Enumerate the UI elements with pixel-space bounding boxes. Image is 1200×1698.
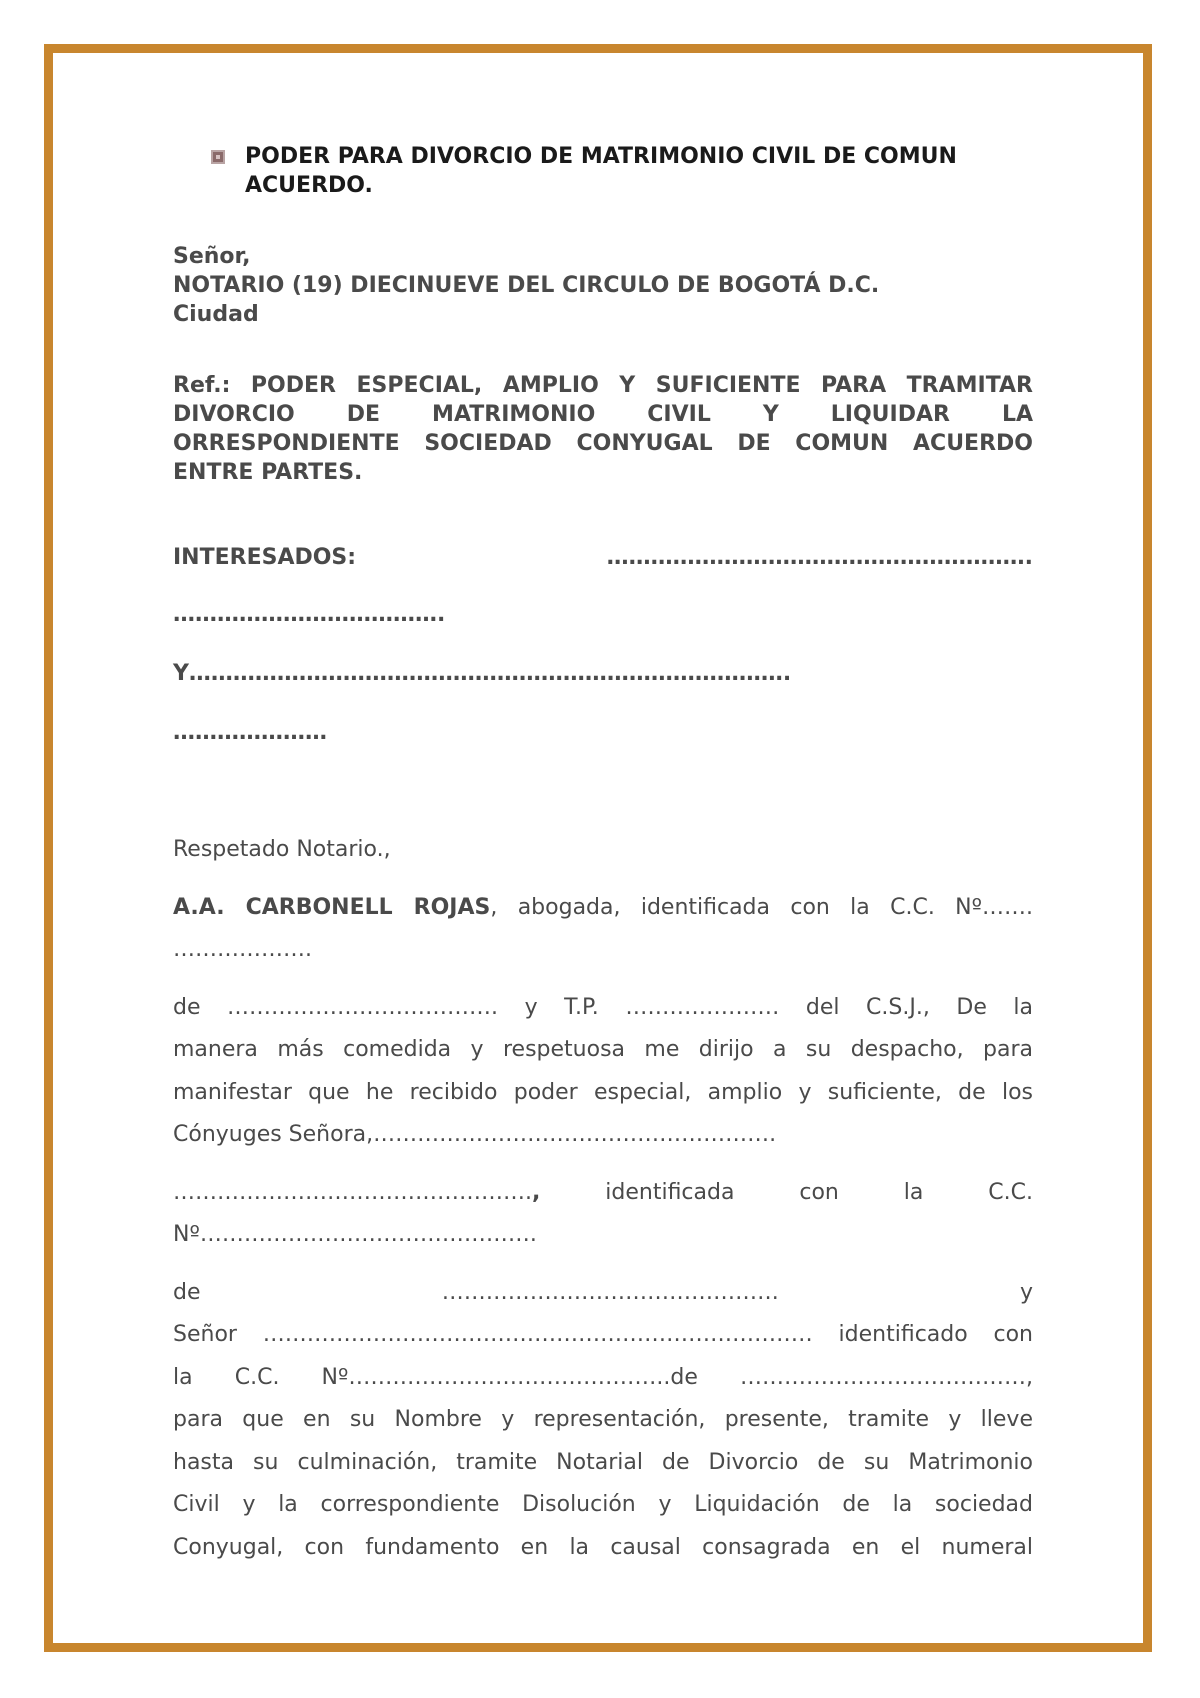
husband-line: Señor ………………………………………………………………… identificado con [173,1322,1033,1347]
husband-line: la C.C. Nº……………………………………..de …………………………………, [173,1364,1033,1390]
title-row [211,142,1033,200]
reference-block [173,371,1033,487]
attorney-id-text: , abogada, identificada con la C.C. Nº……. [490,894,1033,920]
husband-line: de ………………………………………. y [173,1279,1033,1305]
paragraph-mandate [173,987,1033,1157]
reference-line: ENTRE PARTES. [173,460,363,485]
mandate-line: Cónyuges Señora,………………………………………………. [173,1122,777,1147]
interesados-blank: …………………………………………………. [606,545,1033,570]
square-bullet-icon [211,150,225,164]
interesados-row [173,545,1033,570]
attorney-name: A.A. CARBONELL ROJAS [173,894,491,920]
interesados-blank-3: Y………………………………………………………………………. [173,661,792,686]
mandate-line: manera más comedida y respetuosa me dirijo a su despacho, para [173,1037,1033,1062]
document-title: PODER PARA DIVORCIO DE MATRIMONIO CIVIL DE COMUN ACUERDO. [245,144,957,198]
addressee-block [173,242,1033,329]
reference-line: Ref.: PODER ESPECIAL, AMPLIO Y SUFICIENTE PARA TRAMITAR [173,373,1033,398]
husband-line: para que en su Nombre y representación, presente, tramite y lleve [173,1407,1033,1432]
husband-line: Conyugal, con fundamento en la causal consagrada en el numeral [173,1534,1033,1560]
spouse-wife-comma: , [532,1179,541,1205]
addressee-salutation: Señor, [173,244,251,269]
document-body [173,142,1033,1569]
mandate-line: de ………………………………. y T.P. ………………… del C.S.J., De la [173,994,1033,1020]
spouse-wife-id-blank: Nº………………………………………. [173,1222,537,1247]
mandate-line: manifestar que he recibido poder especial, amplio y suficiente, de los [173,1079,1033,1105]
paragraph-spouse-husband [173,1272,1033,1570]
spouse-wife-id-text: identificada con la C.C. [540,1179,1033,1205]
addressee-notary: NOTARIO (19) DIECINUEVE DEL CIRCULO DE BOGOTÁ D.C. [173,273,880,298]
husband-line: hasta su culminación, tramite Notarial de Divorcio de su Matrimonio [173,1449,1033,1475]
attorney-id-blank: ………………. [173,937,312,962]
paragraph-attorney [173,887,1033,972]
paragraph-spouse-wife [173,1172,1033,1257]
addressee-city: Ciudad [173,302,259,327]
interesados-label: INTERESADOS: [173,545,357,570]
husband-line: Civil y la correspondiente Disolución y Liquidación de la sociedad [173,1492,1033,1517]
reference-line: DIVORCIO DE MATRIMONIO CIVIL Y LIQUIDAR LA [173,402,1033,427]
interesados-blank-2: ………………………………. [173,602,446,627]
interesados-blank-4: ………………… [173,720,327,745]
reference-line: ORRESPONDIENTE SOCIEDAD CONYUGAL DE COMUN ACUERDO [173,431,1033,456]
spouse-wife-blank: …………………………………………. [173,1179,532,1205]
greeting: Respetado Notario., [173,837,391,862]
